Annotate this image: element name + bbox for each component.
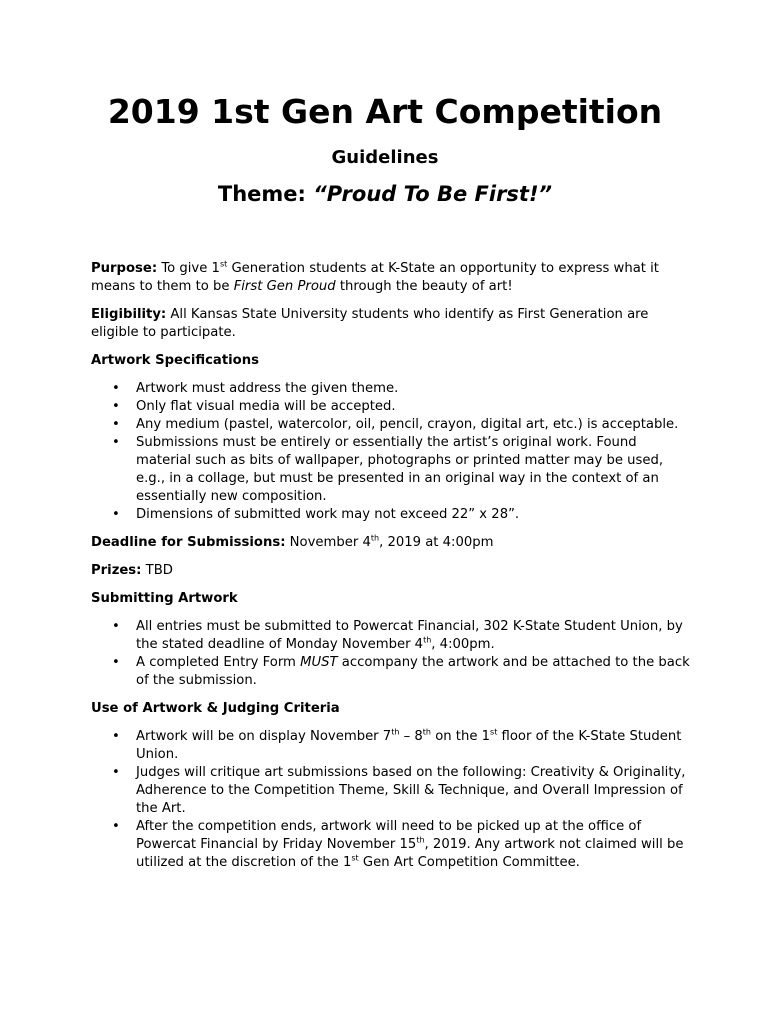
list-item-text-2: – 8 bbox=[399, 729, 423, 744]
document-title: 2019 1st Gen Art Competition bbox=[107, 92, 663, 131]
list-item bbox=[91, 434, 691, 506]
document-subtitle: Guidelines bbox=[331, 147, 439, 168]
submitting-heading: Submitting Artwork bbox=[91, 591, 238, 606]
list-item-text-3: Gen Art Competition Committee. bbox=[358, 855, 580, 870]
purpose-text-3: through the beauty of art! bbox=[335, 279, 513, 294]
artwork-specs-list bbox=[91, 380, 691, 524]
bullet-icon: • bbox=[112, 507, 120, 522]
bullet-icon: • bbox=[112, 381, 120, 396]
list-item-text: Dimensions of submitted work may not exceed 22” x 28”. bbox=[136, 507, 520, 522]
list-item-text: Only flat visual media will be accepted. bbox=[136, 399, 396, 414]
prizes-text: TBD bbox=[145, 563, 173, 578]
list-item-text: A completed Entry Form bbox=[136, 655, 301, 670]
judging-list bbox=[91, 728, 691, 872]
prizes-paragraph bbox=[91, 562, 691, 580]
prizes-label: Prizes: bbox=[91, 563, 142, 578]
list-item-text-2: , 2019. Any artwork not claimed will be utilized at the discretion of the 1 bbox=[136, 837, 684, 870]
list-item bbox=[91, 398, 691, 416]
bullet-icon: • bbox=[112, 655, 120, 670]
list-item bbox=[91, 618, 691, 654]
purpose-text-2: Generation students at K-State an opportunity to express what it means to them to be bbox=[91, 261, 659, 294]
purpose-label: Purpose: bbox=[91, 261, 158, 276]
bullet-icon: • bbox=[112, 729, 120, 744]
bullet-icon: • bbox=[112, 619, 120, 634]
list-item-sup: th bbox=[391, 727, 400, 737]
list-item-sup-2: st bbox=[351, 853, 359, 863]
deadline-paragraph bbox=[91, 534, 691, 552]
eligibility-paragraph bbox=[91, 306, 691, 342]
list-item bbox=[91, 654, 691, 690]
purpose-sup: st bbox=[219, 259, 228, 269]
theme-line bbox=[0, 182, 770, 206]
deadline-sup: th bbox=[370, 533, 380, 543]
list-item-text-2: , 4:00pm. bbox=[431, 637, 495, 652]
list-item-italic: MUST bbox=[300, 655, 338, 670]
list-item bbox=[91, 416, 691, 434]
purpose-text: To give 1 bbox=[161, 261, 220, 276]
list-item-text: Submissions must be entirely or essentially the artist’s original work. Found material such as bits of wallpaper, photographs or printed matter may be used, e.g., in a collage, but must be presented in an original way in the context of an essentially new composition. bbox=[136, 435, 664, 504]
list-item-sup-3: st bbox=[490, 727, 498, 737]
list-item-text-2: accompany the artwork and be attached to the back of the submission. bbox=[136, 655, 690, 688]
list-item-sup: th bbox=[423, 635, 432, 645]
theme-value: “Proud To Be First!” bbox=[313, 182, 553, 206]
purpose-paragraph bbox=[91, 260, 691, 296]
list-item-text-4: floor of the K-State Student Union. bbox=[136, 729, 682, 762]
list-item bbox=[91, 764, 691, 818]
eligibility-text: All Kansas State University students who identify as First Generation are eligible to participate. bbox=[91, 307, 649, 340]
bullet-icon: • bbox=[112, 765, 120, 780]
list-item-text: Judges will critique art submissions based on the following: Creativity & Originality, Adherence to the Competition Theme, Skill & Technique, and Overall Impression of the Art. bbox=[136, 765, 686, 816]
purpose-italic: First Gen Proud bbox=[233, 279, 336, 294]
list-item-sup: th bbox=[416, 835, 425, 845]
eligibility-label: Eligibility: bbox=[91, 307, 167, 322]
deadline-text: November 4 bbox=[289, 535, 371, 550]
list-item-sup-2: th bbox=[422, 727, 431, 737]
list-item bbox=[91, 380, 691, 398]
bullet-icon: • bbox=[112, 399, 120, 414]
theme-label: Theme: bbox=[217, 182, 306, 206]
bullet-icon: • bbox=[112, 435, 120, 450]
deadline-label: Deadline for Submissions: bbox=[91, 535, 286, 550]
list-item-text: After the competition ends, artwork will need to be picked up at the office of Powercat Financial by Friday November 15 bbox=[136, 819, 642, 852]
submitting-list bbox=[91, 618, 691, 690]
artwork-specs-heading: Artwork Specifications bbox=[91, 353, 259, 368]
document-body bbox=[91, 260, 691, 882]
list-item-text: Any medium (pastel, watercolor, oil, pencil, crayon, digital art, etc.) is acceptable. bbox=[136, 417, 679, 432]
list-item-text: Artwork must address the given theme. bbox=[136, 381, 399, 396]
judging-heading: Use of Artwork & Judging Criteria bbox=[91, 701, 340, 716]
bullet-icon: • bbox=[112, 417, 120, 432]
list-item bbox=[91, 728, 691, 764]
list-item-text-3: on the 1 bbox=[431, 729, 491, 744]
deadline-text-2: , 2019 at 4:00pm bbox=[379, 535, 494, 550]
list-item bbox=[91, 818, 691, 872]
list-item bbox=[91, 506, 691, 524]
bullet-icon: • bbox=[112, 819, 120, 834]
list-item-text: Artwork will be on display November 7 bbox=[136, 729, 392, 744]
list-item-text: All entries must be submitted to Powercat Financial, 302 K-State Student Union, by the stated deadline of Monday November 4 bbox=[136, 619, 683, 652]
